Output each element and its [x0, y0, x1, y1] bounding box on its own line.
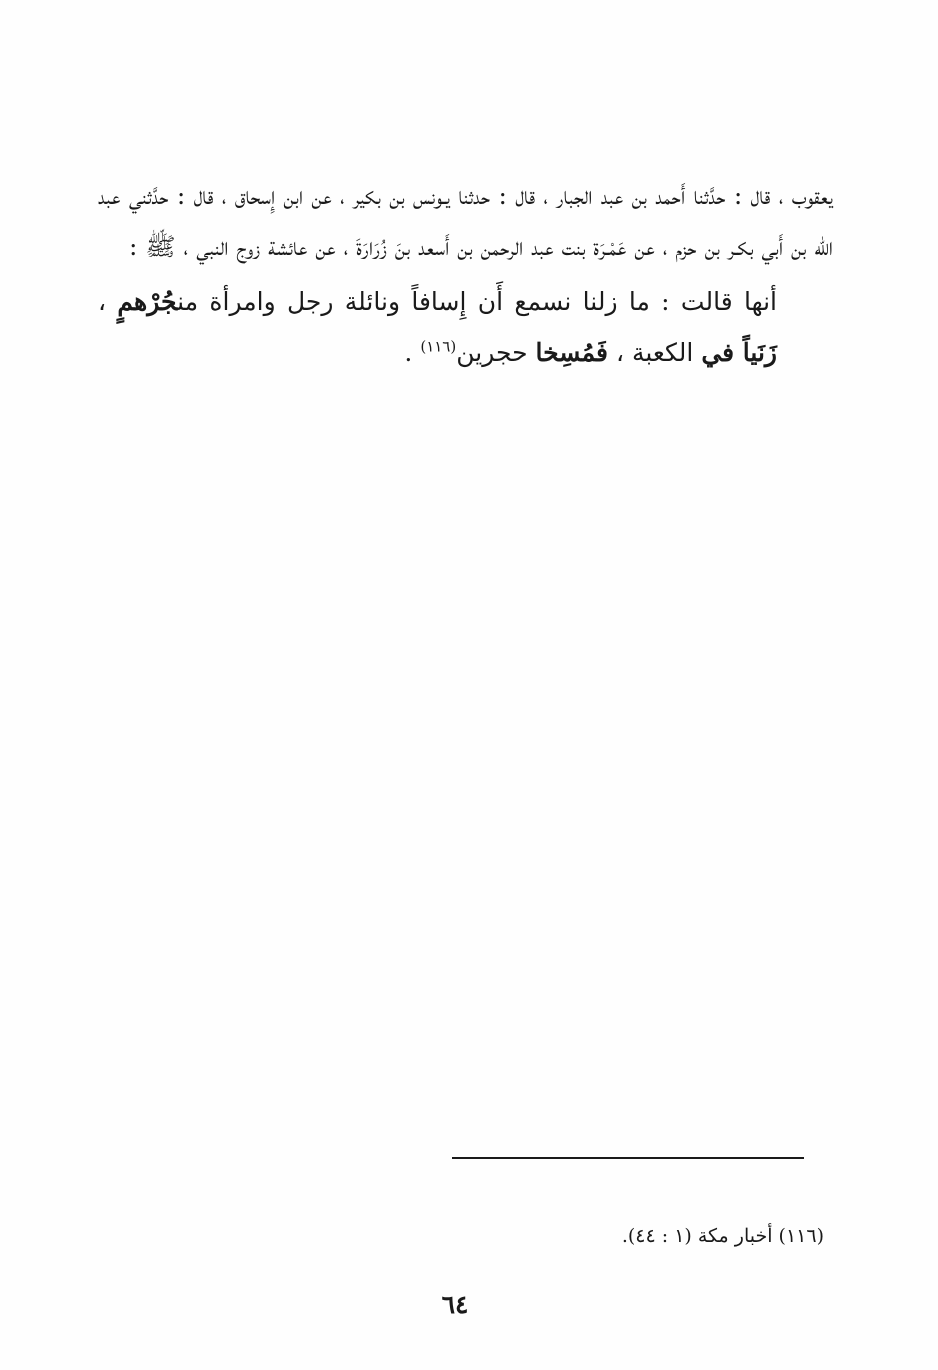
page-number: ٦٤ [441, 1290, 469, 1319]
matn-text-start: أنها قالت : ما زلنا نسمع أَن إِسافاً ونائلة رجل وامرأة من [177, 287, 778, 316]
footnote-reference: (١١٦) [420, 337, 457, 356]
matn-bold-jurhum: جُرْهمٍ [117, 287, 178, 316]
matn-bold-musikha: فَمُسِخا [535, 338, 609, 367]
isnad-paragraph: يعقوب ، قال : حدَّثنا أَحمد بن عبد الجبار ، قال : حدثنا يـونس بن بكير ، عن ابن إِسحاق ، قال : حدَّثني عبد الله بن أَبي بكـر بن حزم ، عن عَمْـرَة بنت عبد الرحمن بن أَسعد بنَ زُرَارَةَ ، عن عائشة زوج النبي ، ﷺ : [98, 181, 833, 261]
matn-separator: ، [98, 287, 118, 316]
footnote: (١١٦) أخبار مكة (١ : ٤٤). [621, 1225, 824, 1247]
main-text [98, 170, 833, 378]
footnote-separator [452, 1157, 804, 1159]
matn-bold-zanaya: زَنَياً في [701, 338, 777, 367]
matn-closing: . [404, 338, 421, 367]
matn-paragraph [98, 276, 833, 378]
matn-text-tail: حجرين [456, 338, 536, 367]
matn-text-end: الكعبة ، [608, 338, 702, 367]
